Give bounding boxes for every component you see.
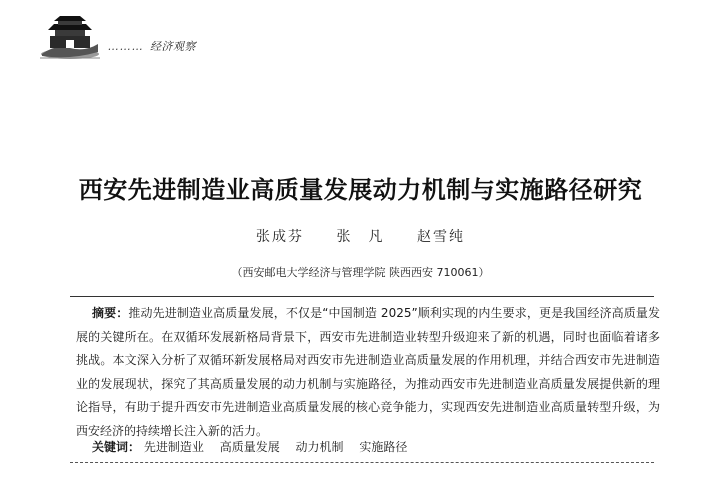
- keyword: 动力机制: [295, 440, 344, 454]
- author-list: [0, 226, 721, 246]
- abstract-top-rule: [70, 296, 654, 297]
- author-name: 张 凡: [336, 229, 385, 245]
- abstract-block: [76, 302, 660, 443]
- leader-dots: ………: [108, 40, 144, 53]
- abstract-label: 摘要：: [92, 306, 129, 320]
- abstract-bottom-rule: [70, 462, 654, 463]
- keyword: 先进制造业: [143, 440, 204, 454]
- keyword: 实施路径: [359, 440, 408, 454]
- city-gate-logo-icon: [40, 14, 100, 60]
- author-name: 张成芬: [256, 229, 305, 245]
- section-name: 经济观察: [150, 40, 196, 53]
- author-affiliation: （西安邮电大学经济与管理学院 陕西西安 710061）: [231, 266, 490, 279]
- keywords-block: [92, 438, 419, 455]
- keywords-label: 关键词：: [92, 440, 141, 454]
- abstract-text: 推动先进制造业高质量发展，不仅是“中国制造 2025”顺利实现的内生要求，更是我国经济高质量发展的关键所在。在双循环发展新格局背景下，西安市先进制造业转型升级迎来了新的机遇，同时也面临着诸多挑战。本文深入分析了双循环新发展格局对西安市先进制造业高质量发展的作用机理，并结合西安市先进制造业的发展现状，探究了其高质量发展的动力机制与实施路径，为推动西安市先进制造业高质量发展提供新的理论指导，有助于提升西安市先进制造业高质量发展的核心竞争能力，实现西安先进制造业高质量转型升级，为西安经济的持续增长注入新的活力。: [76, 306, 660, 438]
- keyword: 高质量发展: [219, 440, 280, 454]
- article-title: 西安先进制造业高质量发展动力机制与实施路径研究: [78, 176, 643, 204]
- section-tag: [108, 38, 196, 54]
- author-name: 赵雪纯: [416, 229, 465, 245]
